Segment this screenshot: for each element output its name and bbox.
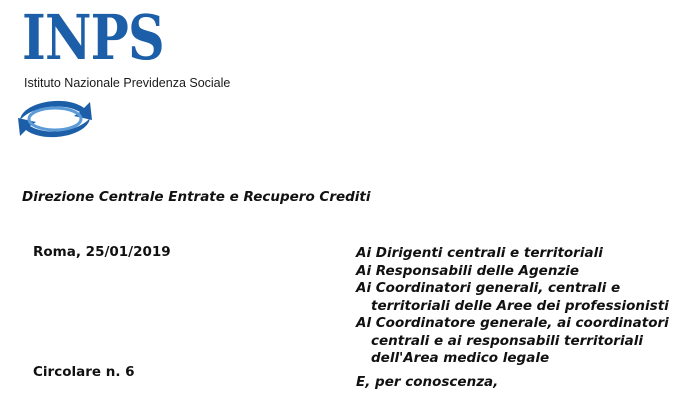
logo-subtitle: Istituto Nazionale Previdenza Sociale — [24, 76, 231, 90]
department-name: Direzione Centrale Entrate e Recupero Crediti — [22, 189, 371, 205]
recipient-item: Al Coordinatore generale, ai coordinatori centrali e ai responsabili territoriali dell'Area medico legale — [356, 315, 669, 366]
recipients-list — [356, 245, 686, 368]
logo-wordmark: INPS — [22, 1, 164, 74]
cc-label: E, per conoscenza, — [356, 374, 499, 390]
circular-number: Circolare n. 6 — [33, 364, 135, 380]
recipient-item: Ai Responsabili delle Agenzie — [356, 262, 580, 279]
circular-arrows-icon — [14, 94, 96, 148]
recipient-item: Ai Dirigenti centrali e territoriali — [356, 245, 603, 261]
inps-logo — [0, 0, 260, 150]
recipient-item: Ai Coordinatori generali, centrali e territoriali delle Aree dei professionisti — [356, 280, 669, 314]
place-date: Roma, 25/01/2019 — [33, 244, 171, 260]
